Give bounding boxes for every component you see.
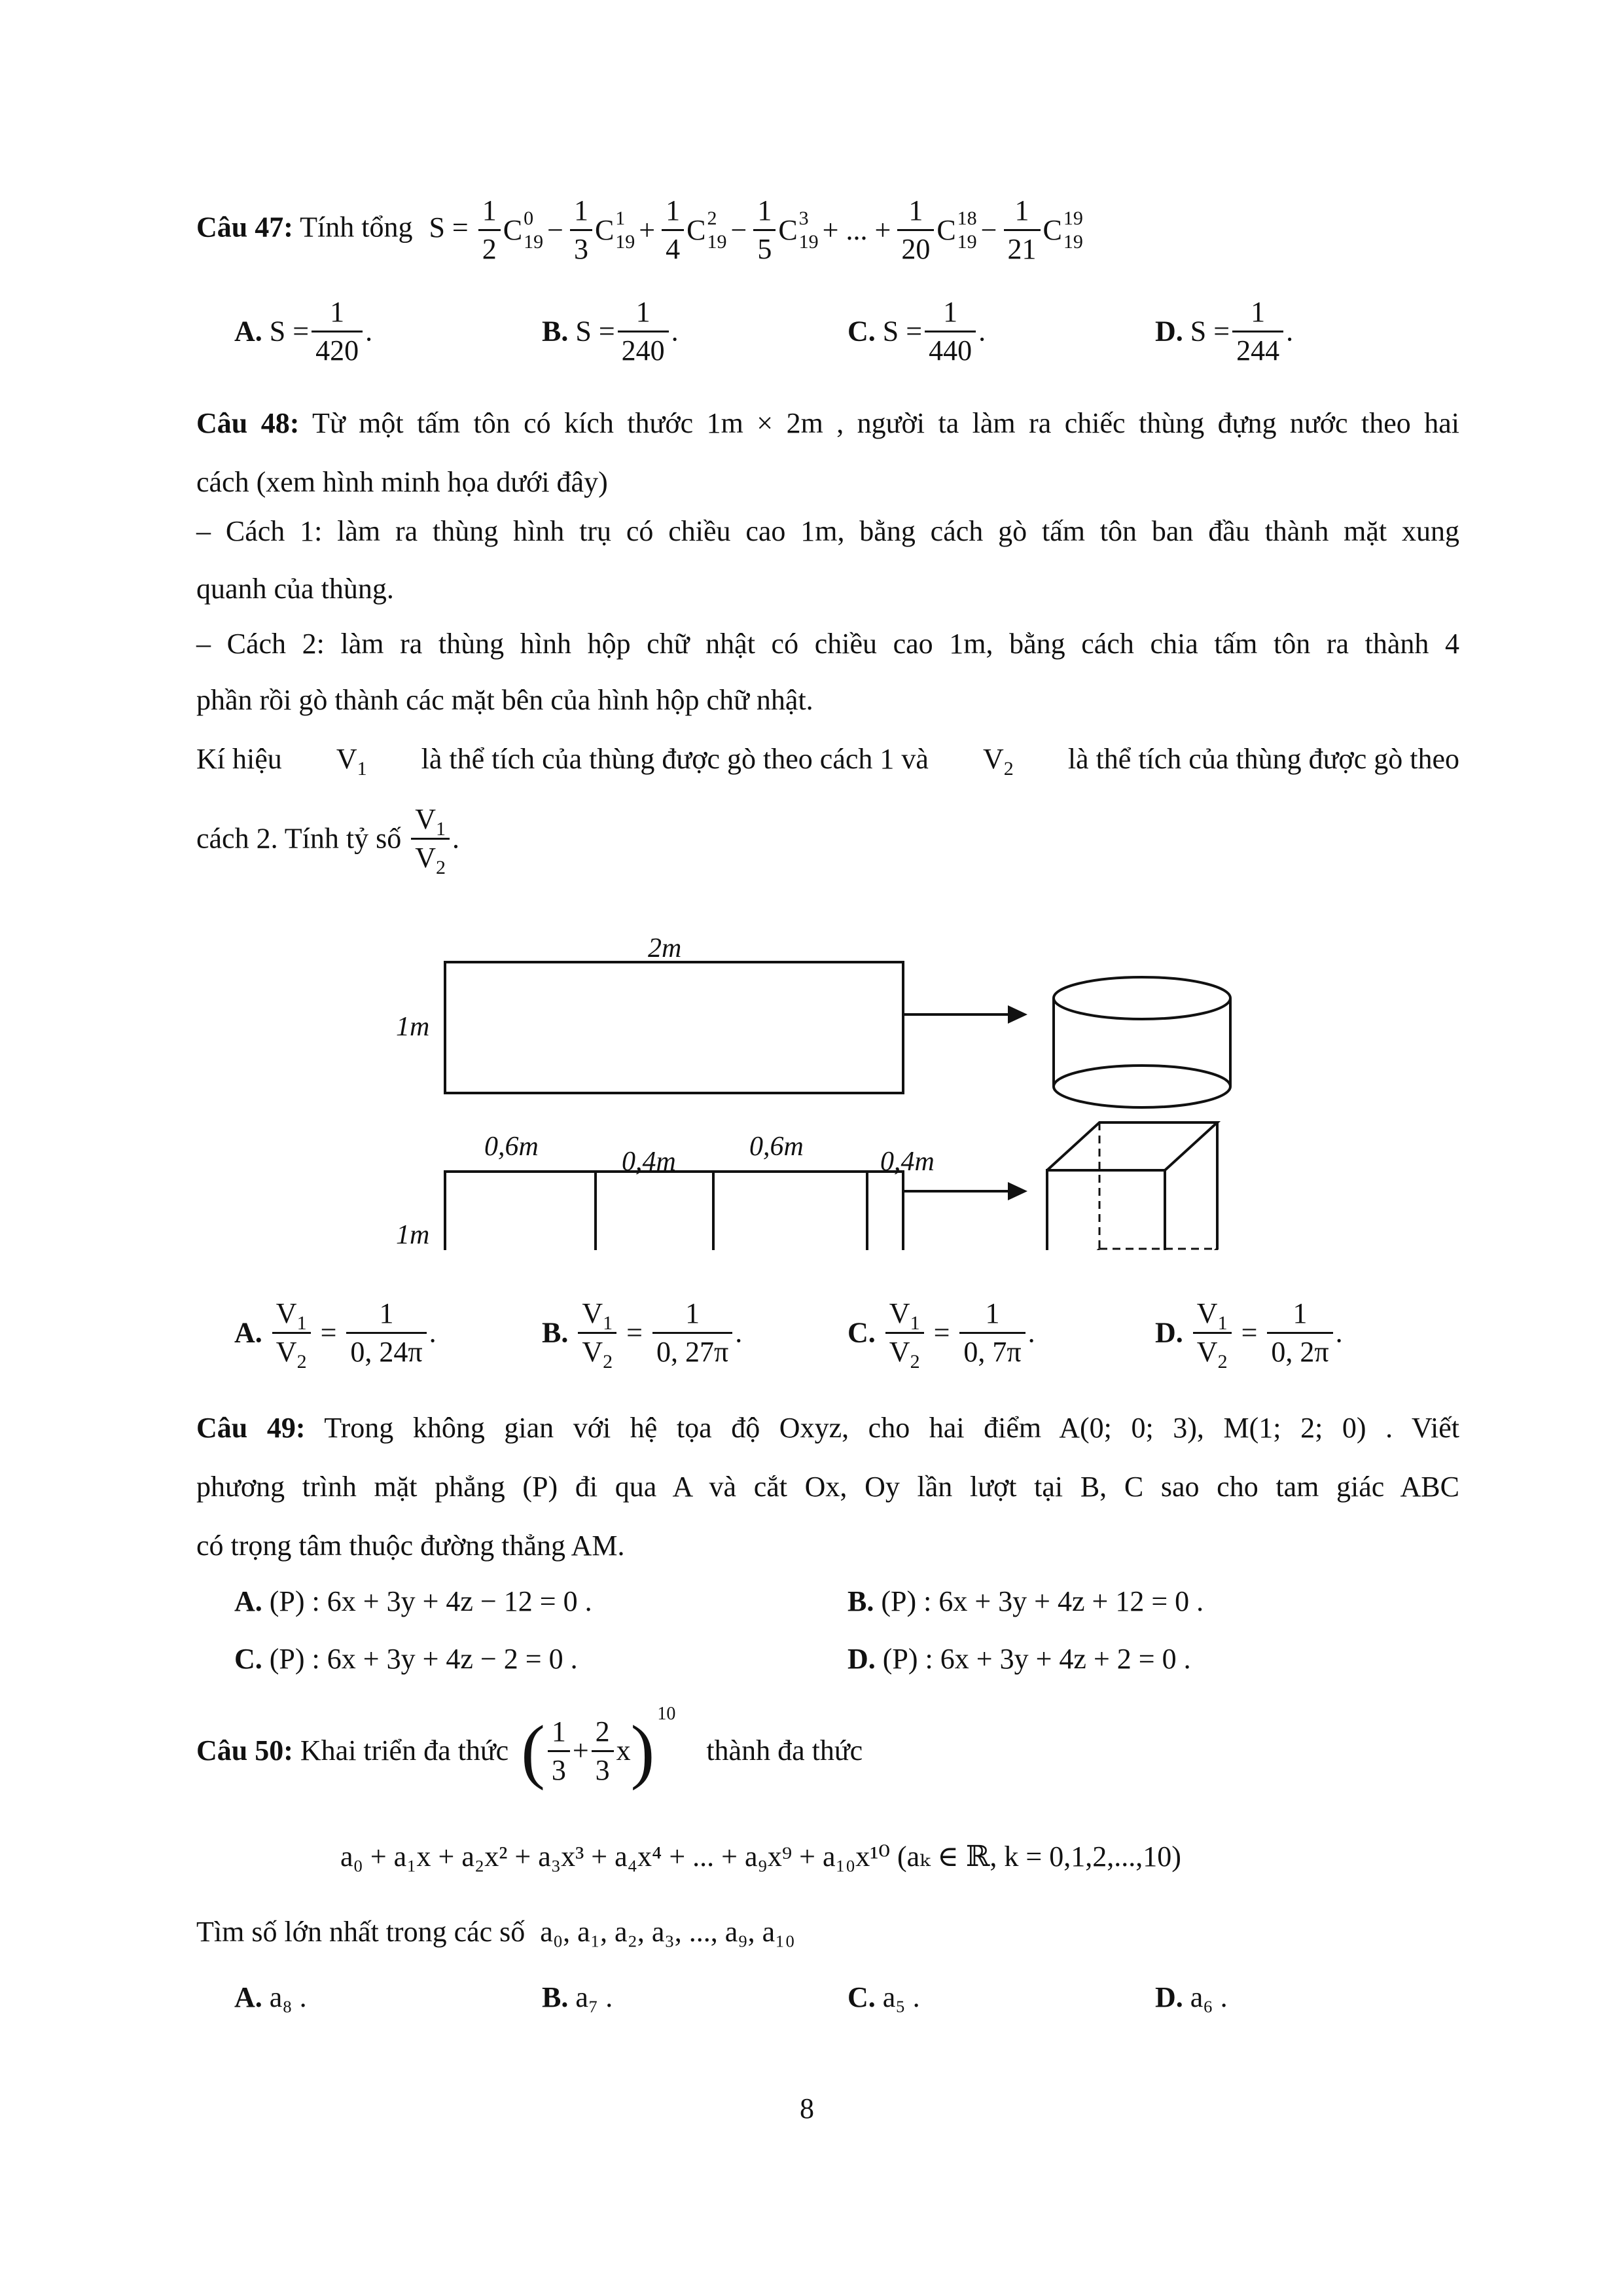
q50-expression: ( $\frac{1}{3}$ + $\frac{2}{3}$ x) $^{10}$ <box>521 1704 676 1791</box>
label-bottom-height: 1m <box>396 1220 430 1250</box>
q47-term: $\frac{1}{2}$ C 0 19 <box>476 211 543 243</box>
q50-text2: thành đa thức <box>706 1734 863 1767</box>
page-number: 8 <box>800 2092 814 2125</box>
q49-answer-a[interactable]: A. (P) : 6x + 3y + 4z − 12 = 0 . <box>234 1585 592 1617</box>
q50-text1: Khai triển đa thức <box>300 1734 509 1767</box>
sheet-rect-bottom <box>445 1172 903 1250</box>
q49-line3: có trọng tâm thuộc đường thẳng AM. <box>196 1530 625 1562</box>
q47-answer-d[interactable]: D. S = $\frac{1}{244}$ . <box>1155 296 1294 367</box>
q50-answer-d[interactable]: D. a₆ . <box>1155 1981 1228 2013</box>
q49-line1 <box>196 1414 1459 1443</box>
arrowhead-bottom <box>1008 1182 1027 1200</box>
label-seg1: 0,6m <box>484 1132 539 1162</box>
q48-figure <box>366 910 1309 1250</box>
q48-answer-b[interactable]: B. $\frac{V_1}{V_2}$ = $\frac{1}{0, 27\pi}$ . <box>542 1297 743 1372</box>
q49-answer-b[interactable]: B. (P) : 6x + 3y + 4z + 12 = 0 . <box>847 1585 1204 1617</box>
q48-line6: phần rồi gò thành các mặt bên của hình hộp chữ nhật. <box>196 684 813 716</box>
arrowhead-top <box>1008 1005 1027 1024</box>
q48-line7 <box>196 743 1459 780</box>
q48-line5: – Cách 2: làm ra thùng hình hộp chữ nhật có chiều cao 1m, bằng cách chia tấm tôn ra thành 4 <box>196 628 1459 660</box>
q49-label: Câu 49: <box>196 1412 306 1444</box>
q50-answer-c[interactable]: C. a₅ . <box>847 1981 920 2013</box>
q50-line3-text: Tìm số lớn nhất trong các số <box>196 1916 526 1948</box>
q47-lhs: S = <box>429 211 469 243</box>
q49-answer-d[interactable]: D. (P) : 6x + 3y + 4z + 2 = 0 . <box>847 1643 1191 1675</box>
q47-answer-a[interactable]: A. S = $\frac{1}{420}$ . <box>234 296 373 367</box>
cuboid-shape <box>1047 1122 1217 1250</box>
q47-line <box>196 196 1083 264</box>
q49-answer-c[interactable]: C. (P) : 6x + 3y + 4z − 2 = 0 . <box>234 1643 578 1675</box>
q48-answer-c[interactable]: C. $\frac{V_1}{V_2}$ = $\frac{1}{0, 7\pi}$ . <box>847 1297 1035 1372</box>
q48-line8: cách 2. Tính tỷ số $\frac{V_1}{V_2}$ . <box>196 803 460 878</box>
label-seg3: 0,6m <box>749 1132 804 1162</box>
q48-line2: cách (xem hình minh họa dưới đây) <box>196 466 608 498</box>
q50-answer-b[interactable]: B. a₇ . <box>542 1981 613 2013</box>
q48-line1-text: Từ một tấm tôn có kích thước 1m × 2m , người ta làm ra chiếc thùng đựng nước theo hai <box>312 407 1459 439</box>
q50-answer-a[interactable]: A. a₈ . <box>234 1981 307 2013</box>
v2-symbol: $V_2$ <box>982 743 1014 780</box>
q48-line7a: Kí hiệu <box>196 743 282 775</box>
q47-answer-b[interactable]: B. S = $\frac{1}{240}$ . <box>542 296 679 367</box>
q47-term: − $\frac{1}{21}$ C 19 19 <box>980 194 1083 265</box>
q48-answer-d[interactable]: D. $\frac{V_1}{V_2}$ = $\frac{1}{0, 2\pi}$ . <box>1155 1297 1343 1372</box>
v1-symbol: $V_1$ <box>336 743 367 780</box>
q49-line1-text: Trong không gian với hệ tọa độ Oxyz, cho hai điểm A(0; 0; 3), M(1; 2; 0) . Viết <box>324 1412 1459 1444</box>
q49-line2: phương trình mặt phẳng (P) đi qua A và cắt Ox, Oy lần lượt tại B, C sao cho tam giác ABC <box>196 1471 1459 1503</box>
q47-text: Tính tổng <box>300 211 413 243</box>
q48-answer-a[interactable]: A. $\frac{V_1}{V_2}$ = $\frac{1}{0, 24\pi}$ . <box>234 1297 437 1372</box>
q50-polynomial: a₀ + a₁x + a₂x² + a₃x³ + a₄x⁴ + ... + a₉x⁹ + a₁₀x¹⁰ (aₖ ∈ ℝ, k = 0,1,2,...,10) <box>340 1840 1181 1873</box>
label-seg4: 0,4m <box>880 1147 935 1177</box>
q47-term: + $\frac{1}{4}$ C 2 19 <box>639 194 727 265</box>
sheet-rect-top <box>445 962 903 1093</box>
q48-line3: – Cách 1: làm ra thùng hình trụ có chiều cao 1m, bằng cách gò tấm tôn ban đầu thành mặt xung <box>196 515 1459 547</box>
q50-label: Câu 50: <box>196 1734 293 1767</box>
label-seg2: 0,4m <box>622 1147 676 1177</box>
q47-label: Câu 47: <box>196 211 293 243</box>
cylinder-shape <box>1054 977 1230 1107</box>
q47-answer-c[interactable]: C. S = $\frac{1}{440}$ . <box>847 296 986 367</box>
q50-line3 <box>196 1918 795 1946</box>
q47-terms <box>476 194 1083 265</box>
q47-term: − $\frac{1}{3}$ C 1 19 <box>547 194 635 265</box>
q48-label: Câu 48: <box>196 407 300 439</box>
label-top-width: 2m <box>648 933 682 963</box>
q50-line1 <box>196 1704 863 1791</box>
q48-line1 <box>196 409 1459 438</box>
q50-list: a₀, a₁, a₂, a₃, ..., a₉, a₁₀ <box>540 1916 795 1948</box>
q48-line8-text: cách 2. Tính tỷ số <box>196 822 402 855</box>
q48-line7b: là thể tích của thùng được gò theo cách 1 và <box>421 743 929 775</box>
q48-line4: quanh của thùng. <box>196 573 394 605</box>
q47-term: − $\frac{1}{5}$ C 3 19 <box>730 194 819 265</box>
label-top-height: 1m <box>396 1012 430 1042</box>
ratio-v1-v2: $\frac{V_1}{V_2}$ <box>411 805 450 872</box>
q48-line7c: là thể tích của thùng được gò theo <box>1067 743 1459 775</box>
q47-term: + ... + $\frac{1}{20}$ C 18 19 <box>822 194 977 265</box>
